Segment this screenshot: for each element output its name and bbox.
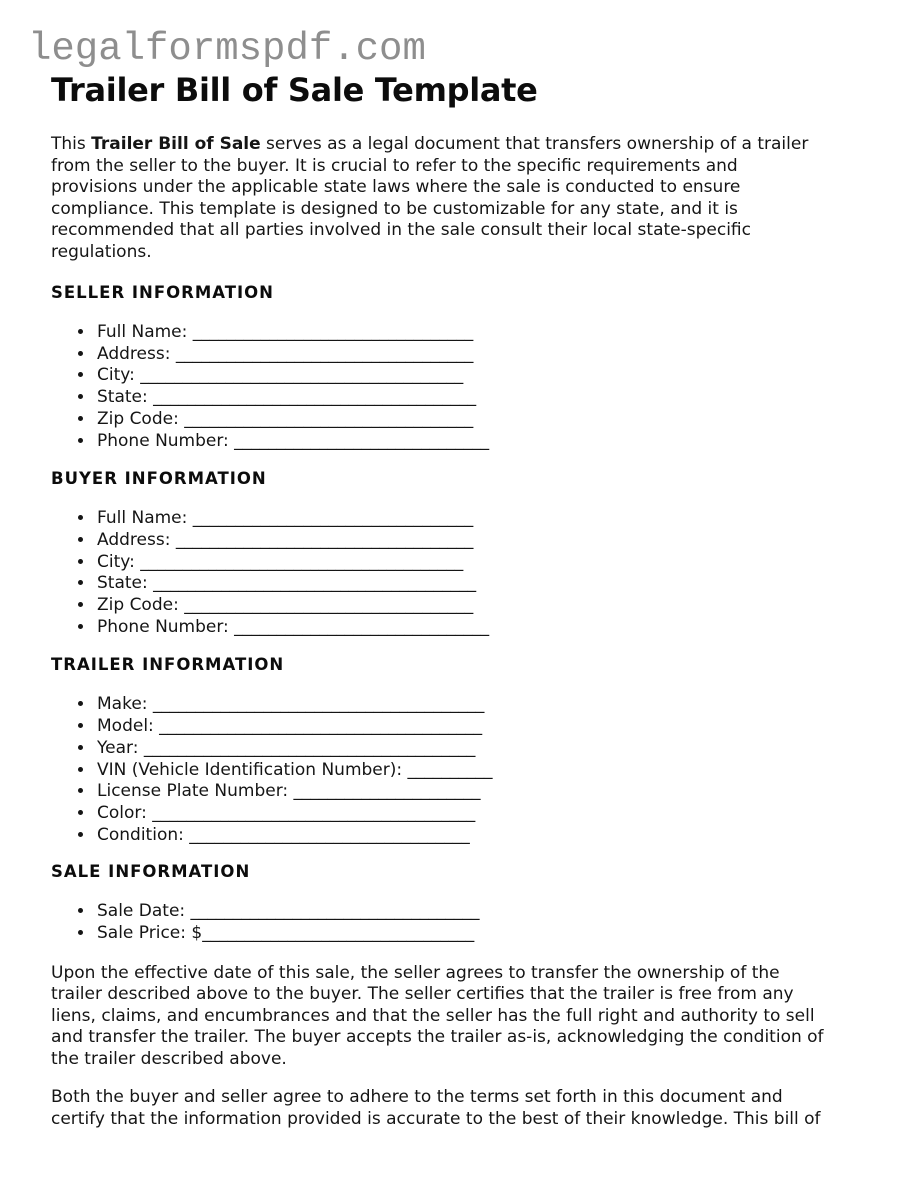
intro-text-pre: This — [51, 134, 92, 154]
text-line: recommended that all parties involved in the sale consult their local state-specific — [51, 220, 751, 240]
closing-paragraph — [51, 963, 880, 1071]
form-field-line: • State: ______________________________________ — [95, 573, 880, 595]
form-section — [51, 469, 880, 638]
text-line: regulations. — [51, 241, 152, 262]
text-line: trailer described above to the buyer. The seller certifies that the trailer is free from any — [51, 984, 794, 1005]
form-field-line: • Address: ___________________________________ — [95, 344, 880, 366]
form-field-line: • Condition: _________________________________ — [95, 825, 880, 847]
section-field-list — [51, 901, 880, 944]
text-line: liens, claims, and encumbrances and that the seller has the full right and authority to sell — [51, 1005, 815, 1026]
closing-paragraph — [51, 1087, 880, 1130]
text-line: the trailer described above. — [51, 1048, 287, 1069]
section-field-list — [51, 508, 880, 638]
form-field-line: • Sale Price: $________________________________ — [95, 923, 880, 945]
form-field-line: • Phone Number: ______________________________ — [95, 431, 880, 453]
form-field-line: • Full Name: _________________________________ — [95, 322, 880, 344]
closing-paragraphs — [51, 963, 880, 1131]
form-sections — [51, 283, 880, 945]
form-field-line: • Sale Date: __________________________________ — [95, 901, 880, 923]
form-field-line: • Year: _______________________________________ — [95, 738, 880, 760]
form-field-line: • VIN (Vehicle Identification Number): __________ — [95, 760, 880, 782]
form-field-line: • Model: ______________________________________ — [95, 716, 880, 738]
form-field-line: • City: ______________________________________ — [95, 552, 880, 574]
form-field-line: • Make: _______________________________________ — [95, 694, 880, 716]
section-field-list — [51, 694, 880, 846]
form-field-line: • Address: ___________________________________ — [95, 530, 880, 552]
section-heading: SALE INFORMATION — [51, 862, 251, 882]
form-field-line: • Full Name: _________________________________ — [95, 508, 880, 530]
site-logo: legalformspdf.com — [28, 27, 426, 71]
intro-text-post: serves as a legal document that transfers ownership of a trailer — [260, 134, 809, 154]
text-line: from the seller to the buyer. It is crucial to refer to the specific requirements and — [51, 155, 738, 176]
text-line: Both the buyer and seller agree to adhere to the terms set forth in this document and — [51, 1087, 783, 1108]
intro-bold-text: Trailer Bill of Sale — [91, 134, 261, 154]
form-field-line: • City: ______________________________________ — [95, 365, 880, 387]
form-field-line: • Zip Code: __________________________________ — [95, 409, 880, 431]
text-line: and transfer the trailer. The buyer accepts the trailer as-is, acknowledging the condition of — [51, 1027, 824, 1048]
page-title: Trailer Bill of Sale Template — [51, 71, 538, 109]
text-line: certify that the information provided is accurate to the best of their knowledge. This bill of — [51, 1108, 821, 1129]
form-field-line: • State: ______________________________________ — [95, 387, 880, 409]
section-heading: BUYER INFORMATION — [51, 469, 267, 489]
form-field-line: • Phone Number: ______________________________ — [95, 617, 880, 639]
text-line: compliance. This template is designed to be customizable for any state, and it is — [51, 198, 738, 219]
form-section — [51, 862, 880, 944]
form-section — [51, 283, 880, 452]
section-heading: SELLER INFORMATION — [51, 283, 274, 302]
text-line: Upon the effective date of this sale, the seller agrees to transfer the ownership of the — [51, 962, 780, 983]
section-heading: TRAILER INFORMATION — [51, 655, 285, 675]
intro-paragraph — [51, 134, 880, 263]
form-field-line: • Color: ______________________________________ — [95, 803, 880, 825]
section-field-list — [51, 322, 880, 452]
form-field-line: • Zip Code: __________________________________ — [95, 595, 880, 617]
text-line: provisions under the applicable state laws where the sale is conducted to ensure — [51, 177, 741, 197]
form-section — [51, 655, 880, 846]
form-field-line: • License Plate Number: ______________________ — [95, 781, 880, 803]
intro-line-1 — [51, 134, 880, 156]
